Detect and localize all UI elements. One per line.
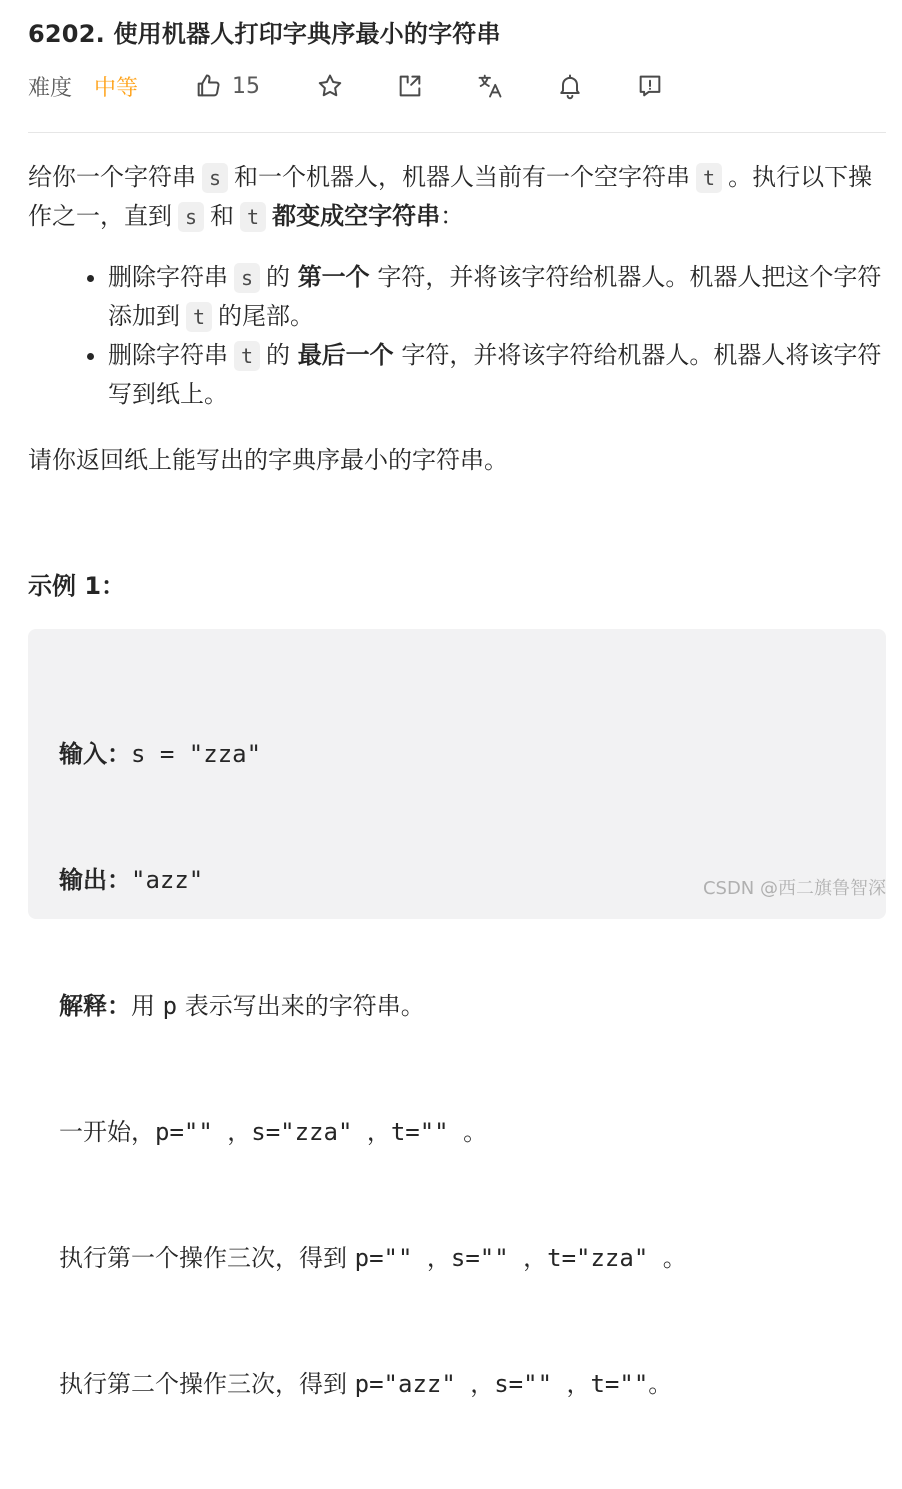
translate-icon: [476, 72, 504, 100]
bold-text: 最后一个: [297, 341, 394, 369]
inline-code: s: [202, 163, 228, 193]
share-button[interactable]: [396, 68, 424, 104]
example-output: 输出："azz": [59, 866, 204, 894]
inline-code: t: [240, 202, 266, 232]
watermark: CSDN @西二旗鲁智深: [702, 878, 886, 899]
favorite-button[interactable]: [316, 68, 344, 104]
inline-code: t: [696, 163, 722, 193]
inline-code: s: [178, 202, 204, 232]
inline-code: t: [186, 302, 212, 332]
difficulty-value: 中等: [94, 75, 139, 101]
list-item: • 删除字符串 s 的 第一个 字符，并将该字符给机器人。机器人把这个字符添加到 t 的尾部。: [108, 258, 886, 336]
like-button[interactable]: [194, 68, 260, 104]
like-count: 15: [232, 73, 260, 99]
difficulty: [28, 68, 138, 104]
star-icon: [316, 72, 344, 100]
notification-button[interactable]: [556, 68, 584, 104]
problem-title: 6202. 使用机器人打印字典序最小的字符串: [28, 20, 501, 48]
list-item: • 删除字符串 t 的 最后一个 字符，并将该字符给机器人。机器人将该字符写到纸上。: [108, 336, 886, 413]
bell-icon: [556, 72, 584, 100]
difficulty-label: 难度: [28, 75, 73, 101]
toolbar-divider: [28, 132, 886, 133]
example-step: 执行第一个操作三次，得到 p="" ，s="" ，t="zza" 。: [59, 1244, 687, 1272]
bold-text: 都变成空字符串: [272, 202, 441, 230]
example-lines: [59, 649, 687, 1489]
feedback-button[interactable]: [636, 68, 664, 104]
problem-toolbar: [28, 68, 886, 104]
bold-text: 第一个: [297, 263, 370, 291]
share-icon: [396, 72, 424, 100]
problem-description: [28, 158, 886, 479]
feedback-icon: [636, 72, 664, 100]
example-step: 一开始，p="" ，s="zza" ，t="" 。: [59, 1118, 488, 1146]
operation-list: [28, 258, 886, 413]
example-input: 输入：s = "zza": [59, 740, 262, 768]
example-step: 执行第二个操作三次，得到 p="azz" ，s="" ，t=""。: [59, 1370, 673, 1398]
inline-code: t: [234, 341, 260, 371]
thumb-up-icon: [194, 72, 222, 100]
description-paragraph: 给你一个字符串 s 和一个机器人，机器人当前有一个空字符串 t 。执行以下操作之一，直到 s 和 t 都变成空字符串：: [28, 163, 873, 230]
example-explanation: 解释：用 p 表示写出来的字符串。: [59, 992, 425, 1020]
example-title: 示例 1：: [28, 572, 126, 600]
translate-button[interactable]: [476, 68, 504, 104]
description-paragraph: 请你返回纸上能写出的字典序最小的字符串。: [28, 446, 508, 474]
inline-code: s: [234, 263, 260, 293]
